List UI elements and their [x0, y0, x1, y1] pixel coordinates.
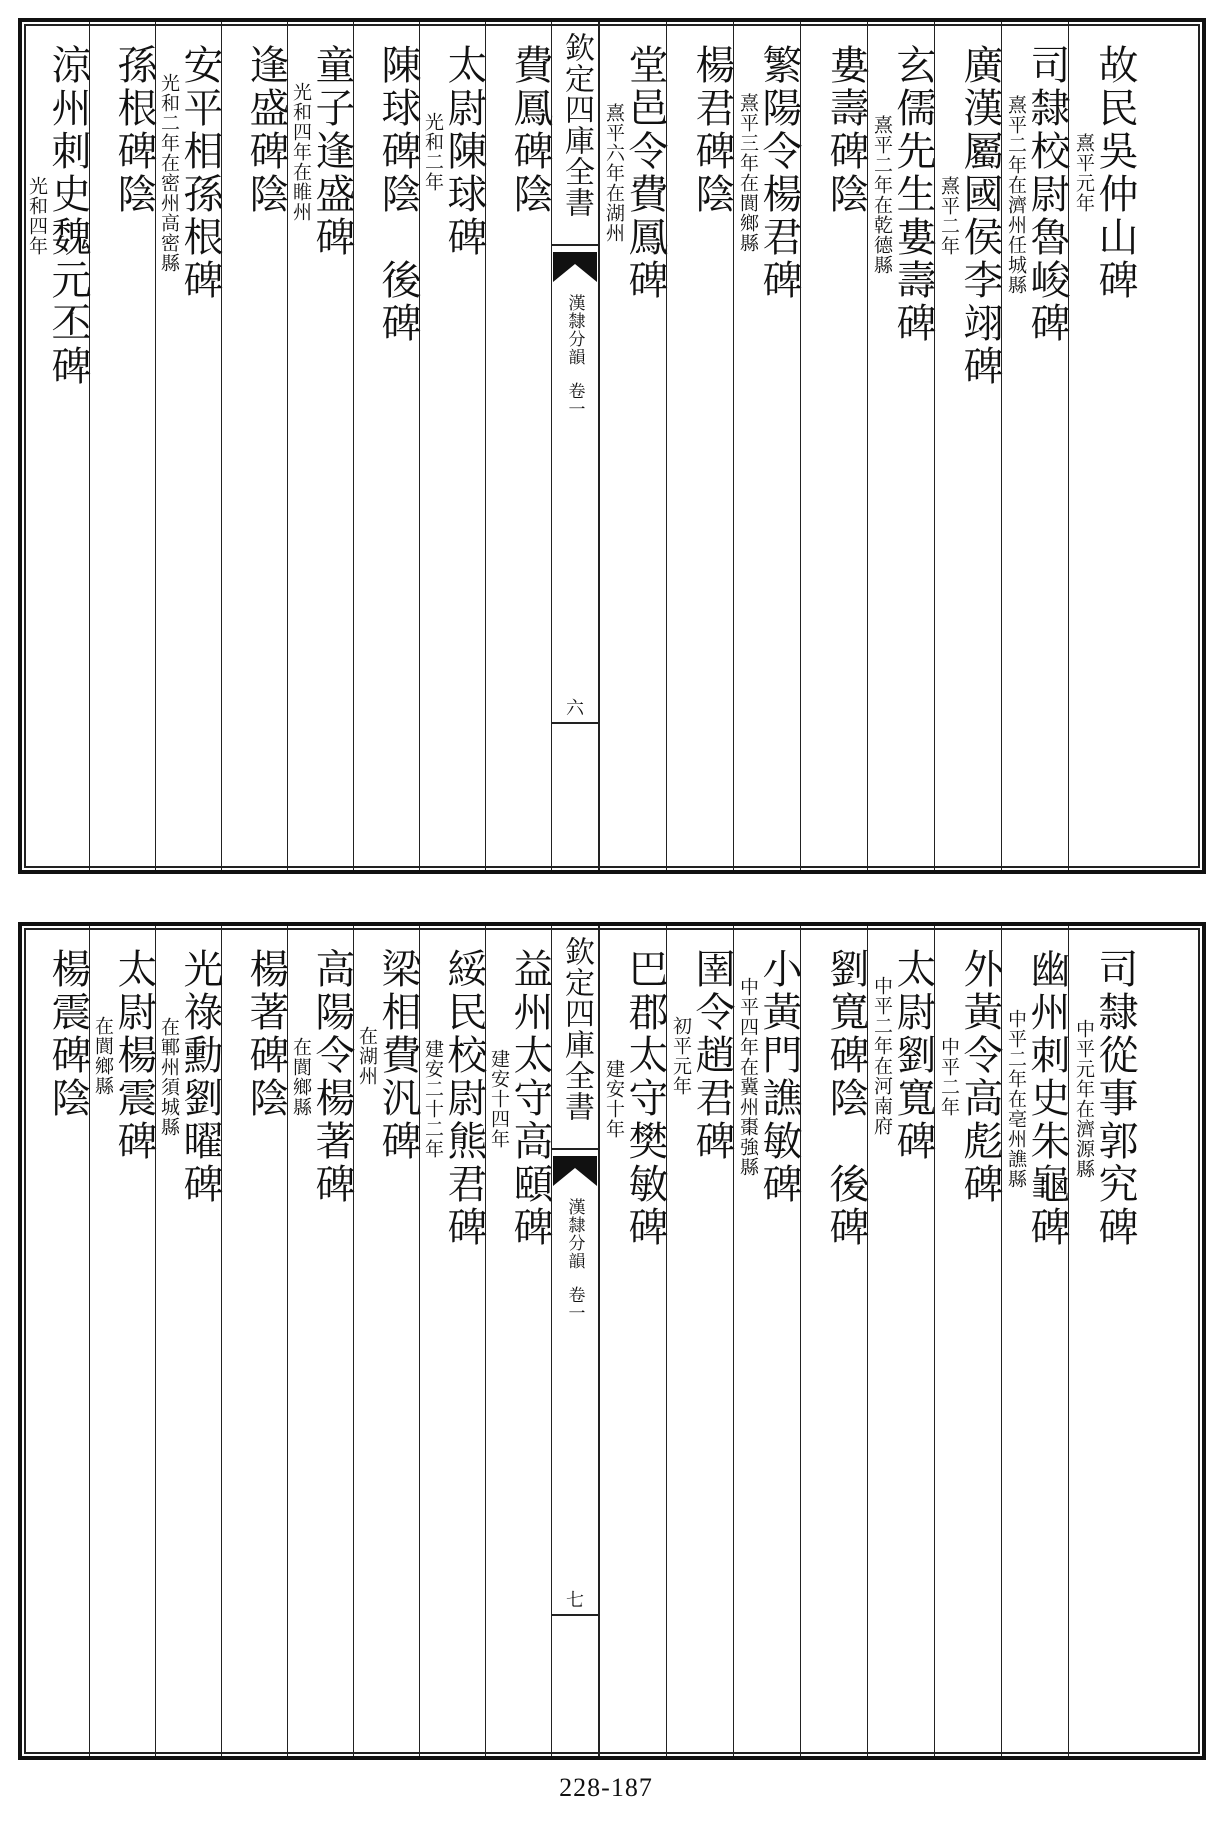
entry-title: 童子逢盛碑 — [309, 44, 355, 259]
column — [599, 22, 666, 870]
entry-title: 逢盛碑陰 — [243, 44, 289, 216]
entry-title: 繁陽令楊君碑 — [756, 44, 802, 302]
entry-title: 外黃令高彪碑 — [957, 948, 1003, 1206]
entry-title: 太尉陳球碑 — [441, 44, 487, 259]
entry-title: 孫根碑陰 — [111, 44, 157, 216]
section-title: 漢隸分韻 — [564, 294, 585, 366]
center-band — [551, 926, 599, 1756]
fish-tail-line — [552, 244, 598, 246]
folio-line — [552, 722, 598, 724]
column — [1001, 926, 1068, 1756]
column — [1068, 22, 1194, 870]
column — [1001, 22, 1068, 870]
entry-note: 在湖州 — [356, 1025, 378, 1086]
entry-title: 圉令趙君碑 — [689, 948, 735, 1163]
entry-title: 小黃門譙敏碑 — [756, 948, 802, 1206]
entry-note: 在鄆州須城縣 — [158, 1017, 180, 1137]
bottom-leaf — [18, 922, 1206, 1760]
column — [934, 926, 1001, 1756]
fish-tail-line — [552, 1148, 598, 1150]
fish-tail-ornament — [553, 1156, 597, 1190]
entry-note: 光和二年在密州高密縣 — [158, 73, 180, 273]
entry-note: 熹平二年 — [938, 176, 960, 256]
column — [666, 926, 733, 1756]
entry-note: 光和二年 — [422, 111, 444, 192]
fish-tail-ornament — [553, 252, 597, 286]
center-band — [551, 22, 599, 870]
entry-title: 楊君碑陰 — [689, 44, 735, 216]
column — [155, 926, 221, 1756]
entry-note: 建安十年 — [603, 1058, 625, 1139]
column — [485, 22, 551, 870]
entry-note: 中平二年 — [938, 1037, 960, 1117]
entry-title: 涼州刺史魏元丕碑 — [45, 44, 91, 388]
entry-title: 陳球碑陰 後碑 — [375, 44, 421, 345]
entry-note: 熹平元年 — [1073, 133, 1095, 213]
entry-title: 楊震碑陰 — [45, 948, 91, 1120]
entry-note: 光和四年在睢州 — [290, 81, 312, 222]
column — [666, 22, 733, 870]
entry-title: 安平相孫根碑 — [177, 44, 223, 302]
column — [1068, 926, 1194, 1756]
column — [867, 22, 934, 870]
volume-label: 卷一 — [564, 1286, 585, 1322]
entry-note: 熹平六年在湖州 — [603, 103, 625, 243]
top-leaf — [18, 18, 1206, 874]
entry-title: 巴郡太守樊敏碑 — [622, 948, 668, 1249]
page-number: 228-187 — [559, 1773, 653, 1802]
entry-title: 廣漢屬國侯李翊碑 — [957, 44, 1003, 388]
section-title: 漢隸分韻 — [564, 1198, 585, 1270]
entry-title: 劉寬碑陰 後碑 — [823, 948, 869, 1249]
column — [89, 926, 155, 1756]
book-title: 欽定四庫全書 — [559, 936, 594, 1122]
column — [287, 22, 353, 870]
entry-title: 太尉楊震碑 — [111, 948, 157, 1163]
entry-title: 梁相費汎碑 — [375, 948, 421, 1163]
column — [221, 22, 287, 870]
entry-title: 司隸從事郭究碑 — [1092, 948, 1138, 1249]
column — [89, 22, 155, 870]
entry-note: 中平四年在冀州棗強縣 — [737, 977, 759, 1177]
entry-title: 堂邑令費鳳碑 — [622, 44, 668, 302]
entry-title: 司隸校尉魯峻碑 — [1024, 44, 1070, 345]
entry-note: 初平元年 — [670, 1015, 692, 1096]
entry-title: 玄儒先生婁壽碑 — [890, 44, 936, 345]
entry-note: 熹平二年在乾德縣 — [871, 114, 893, 275]
entry-title: 高陽令楊著碑 — [309, 948, 355, 1206]
column — [800, 926, 867, 1756]
entry-title: 太尉劉寬碑 — [890, 948, 936, 1163]
book-title: 欽定四庫全書 — [559, 32, 594, 218]
column — [800, 22, 867, 870]
column — [867, 926, 934, 1756]
entry-title: 婁壽碑陰 — [823, 44, 869, 216]
entry-note: 中平元年在濟源縣 — [1073, 1018, 1095, 1179]
entry-title: 益州太守高頤碑 — [507, 948, 553, 1249]
entry-note: 熹平三年在閬鄉縣 — [737, 93, 759, 253]
entry-note: 中平二年在亳州譙縣 — [1005, 1008, 1027, 1189]
column — [287, 926, 353, 1756]
column — [485, 926, 551, 1756]
column — [22, 22, 89, 870]
entry-title: 費鳳碑陰 — [507, 44, 553, 216]
column — [353, 22, 419, 870]
column — [353, 926, 419, 1756]
entry-note: 光和四年 — [26, 176, 48, 256]
entry-note: 熹平二年在濟州任城縣 — [1005, 94, 1027, 295]
column — [221, 926, 287, 1756]
entry-title: 故民吳仲山碑 — [1092, 44, 1138, 302]
column — [22, 926, 89, 1756]
column — [934, 22, 1001, 870]
entry-title: 幽州刺史朱龜碑 — [1024, 948, 1070, 1249]
entry-note: 中平二年在河南府 — [871, 975, 893, 1136]
entry-note: 在閬鄉縣 — [92, 1015, 114, 1096]
column — [155, 22, 221, 870]
folio-line — [552, 1614, 598, 1616]
column — [733, 22, 800, 870]
column — [599, 926, 666, 1756]
entry-note: 建安十四年 — [488, 1048, 510, 1149]
column — [419, 22, 485, 870]
column — [419, 926, 485, 1756]
folio-number: 七 — [566, 1590, 584, 1611]
folio-number: 六 — [566, 698, 584, 719]
entry-title: 光祿勳劉曜碑 — [177, 948, 223, 1206]
entry-title: 楊著碑陰 — [243, 948, 289, 1120]
entry-note: 建安二十二年 — [422, 1038, 444, 1159]
volume-label: 卷一 — [564, 382, 585, 418]
entry-title: 綏民校尉熊君碑 — [441, 948, 487, 1249]
column — [733, 926, 800, 1756]
entry-note: 在閬鄉縣 — [290, 1037, 312, 1117]
